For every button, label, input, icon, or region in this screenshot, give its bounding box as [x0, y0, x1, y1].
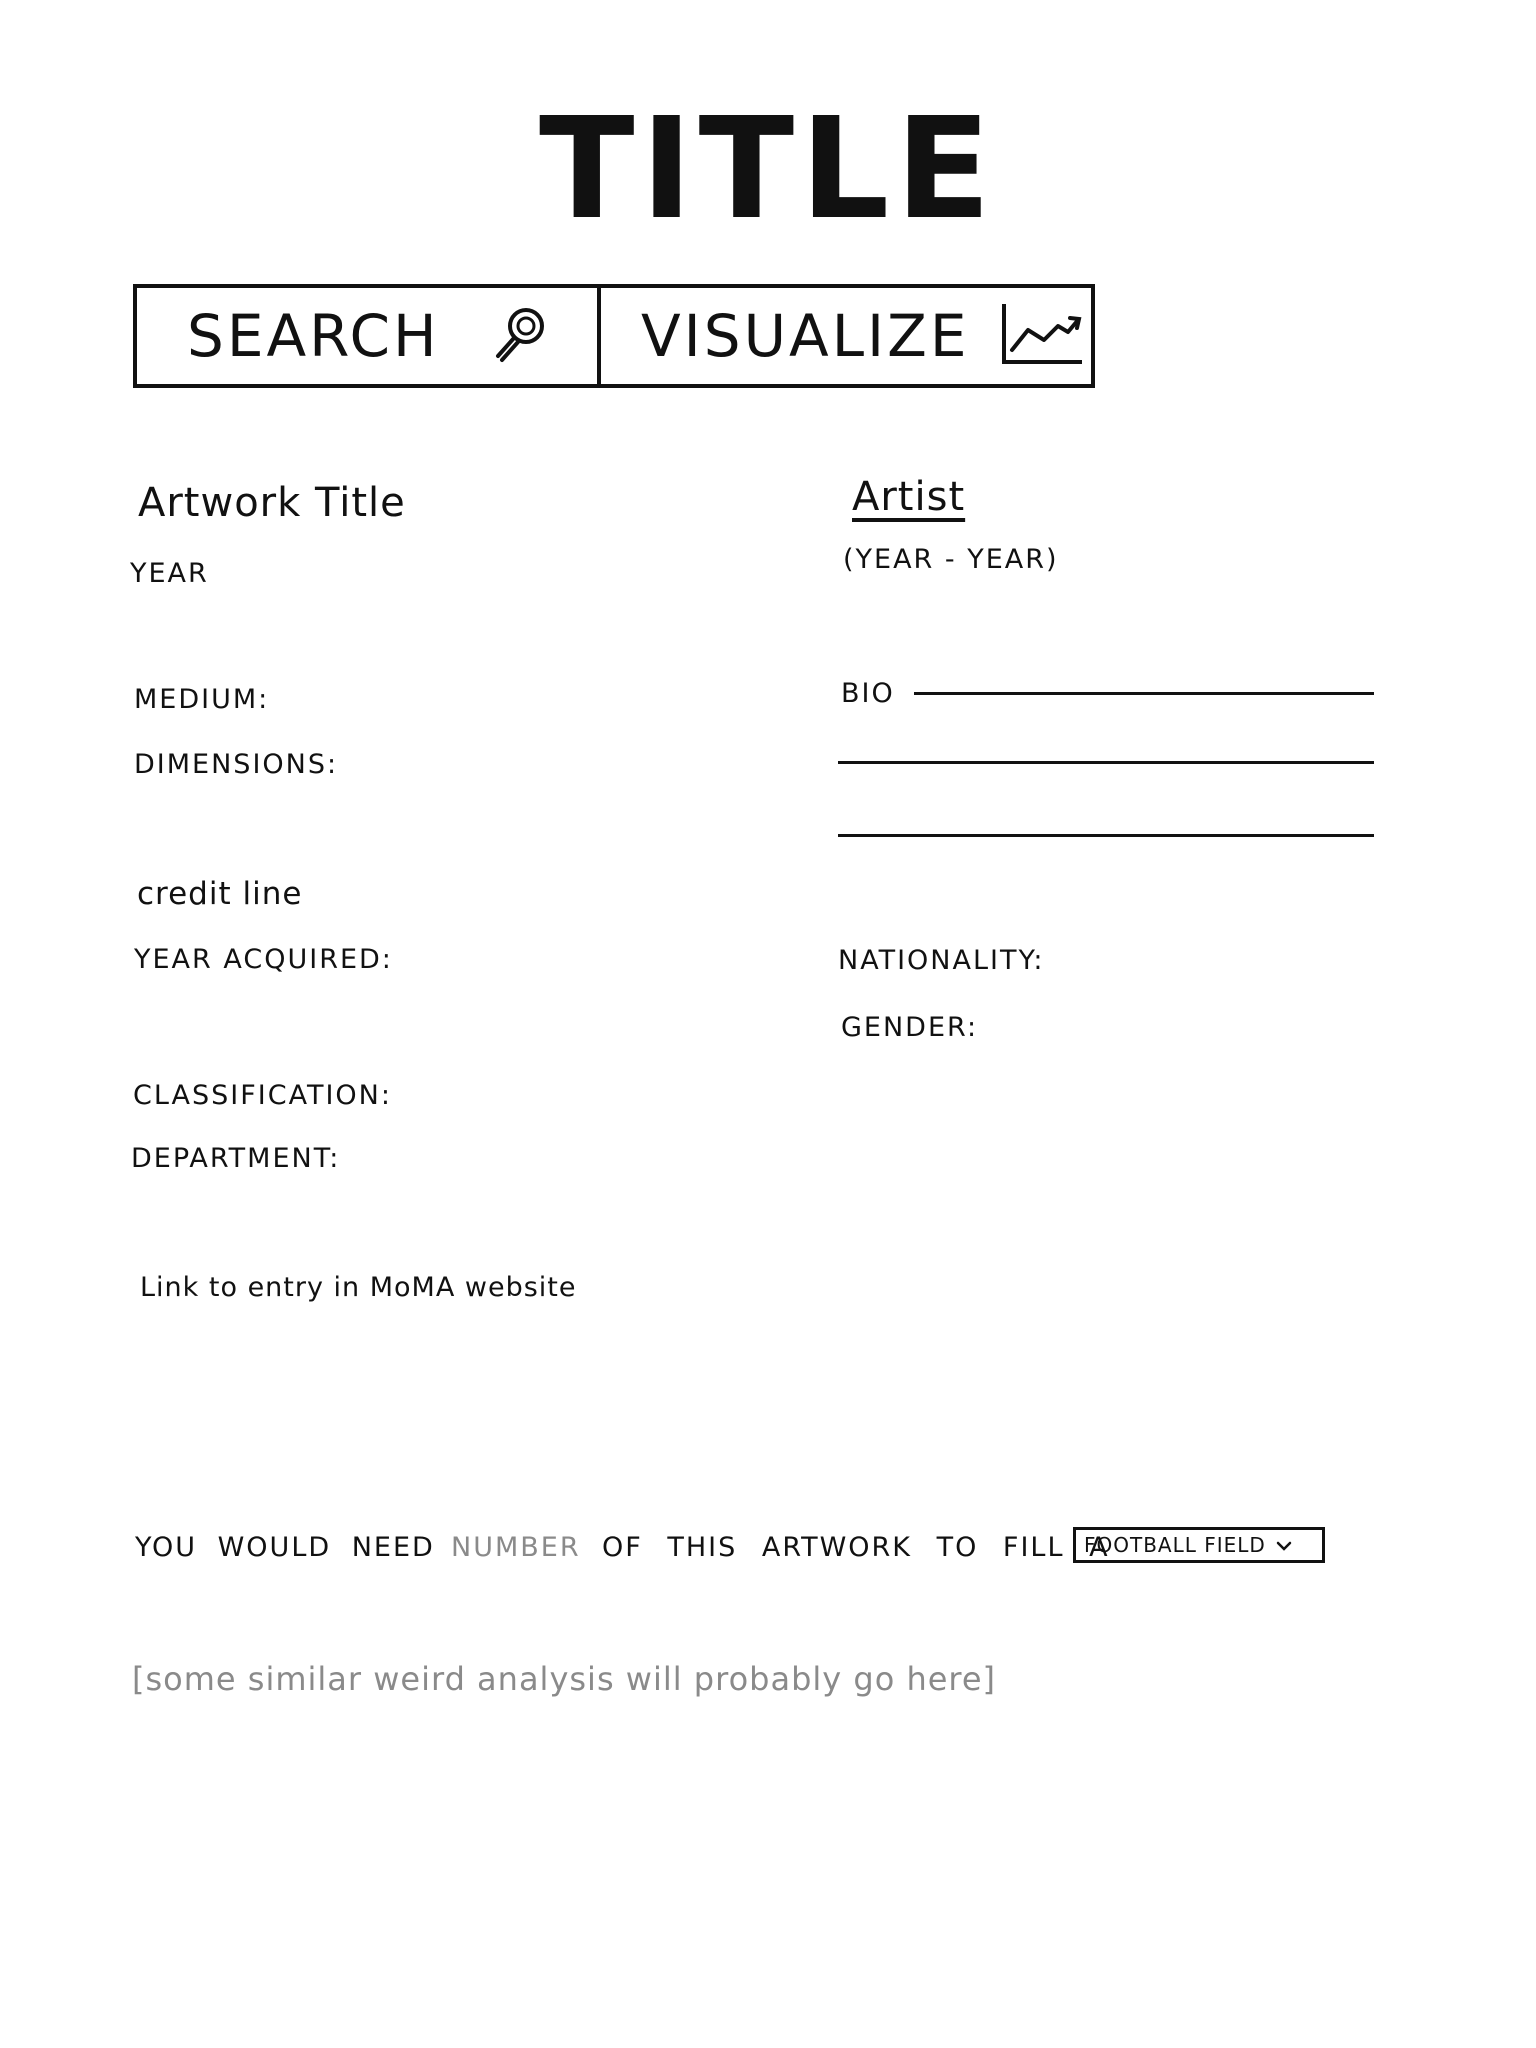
year-acquired-label: YEAR ACQUIRED: — [134, 944, 393, 975]
department-label: DEPARTMENT: — [131, 1143, 341, 1174]
moma-entry-link[interactable]: Link to entry in MoMA website — [140, 1272, 577, 1303]
main-nav — [133, 284, 1095, 388]
chevron-down-icon — [1276, 1533, 1292, 1557]
tab-visualize-label: VISUALIZE — [641, 302, 970, 370]
comparison-middle: OF THIS ARTWORK TO FILL A — [602, 1532, 1110, 1563]
artist-name[interactable]: Artist — [852, 474, 966, 520]
artwork-year: YEAR — [130, 558, 209, 589]
page-title: TITLE — [539, 88, 997, 251]
unit-select-value: FOOTBALL FIELD — [1084, 1533, 1266, 1557]
credit-line: credit line — [137, 876, 303, 912]
tab-search[interactable] — [137, 288, 601, 384]
tab-visualize[interactable] — [601, 288, 1091, 384]
dimensions-label: DIMENSIONS: — [134, 749, 339, 780]
nationality-label: NATIONALITY: — [838, 945, 1045, 976]
artwork-title: Artwork Title — [138, 480, 406, 526]
bio-line-2 — [838, 761, 1374, 764]
medium-label: MEDIUM: — [134, 684, 270, 715]
artist-years: (YEAR - YEAR) — [843, 544, 1059, 575]
unit-select[interactable] — [1073, 1527, 1325, 1563]
bio-label: BIO — [841, 678, 895, 709]
comparison-prefix: YOU WOULD NEED — [135, 1532, 435, 1563]
search-icon — [490, 304, 550, 368]
analysis-placeholder: [some similar weird analysis will probably go here] — [132, 1660, 997, 1698]
comparison-number: NUMBER — [451, 1532, 581, 1563]
tab-search-label: SEARCH — [187, 302, 440, 370]
bio-line-1 — [914, 692, 1374, 695]
classification-label: CLASSIFICATION: — [133, 1080, 392, 1111]
line-chart-icon — [1000, 302, 1084, 370]
bio-line-3 — [838, 834, 1374, 837]
gender-label: GENDER: — [841, 1012, 979, 1043]
